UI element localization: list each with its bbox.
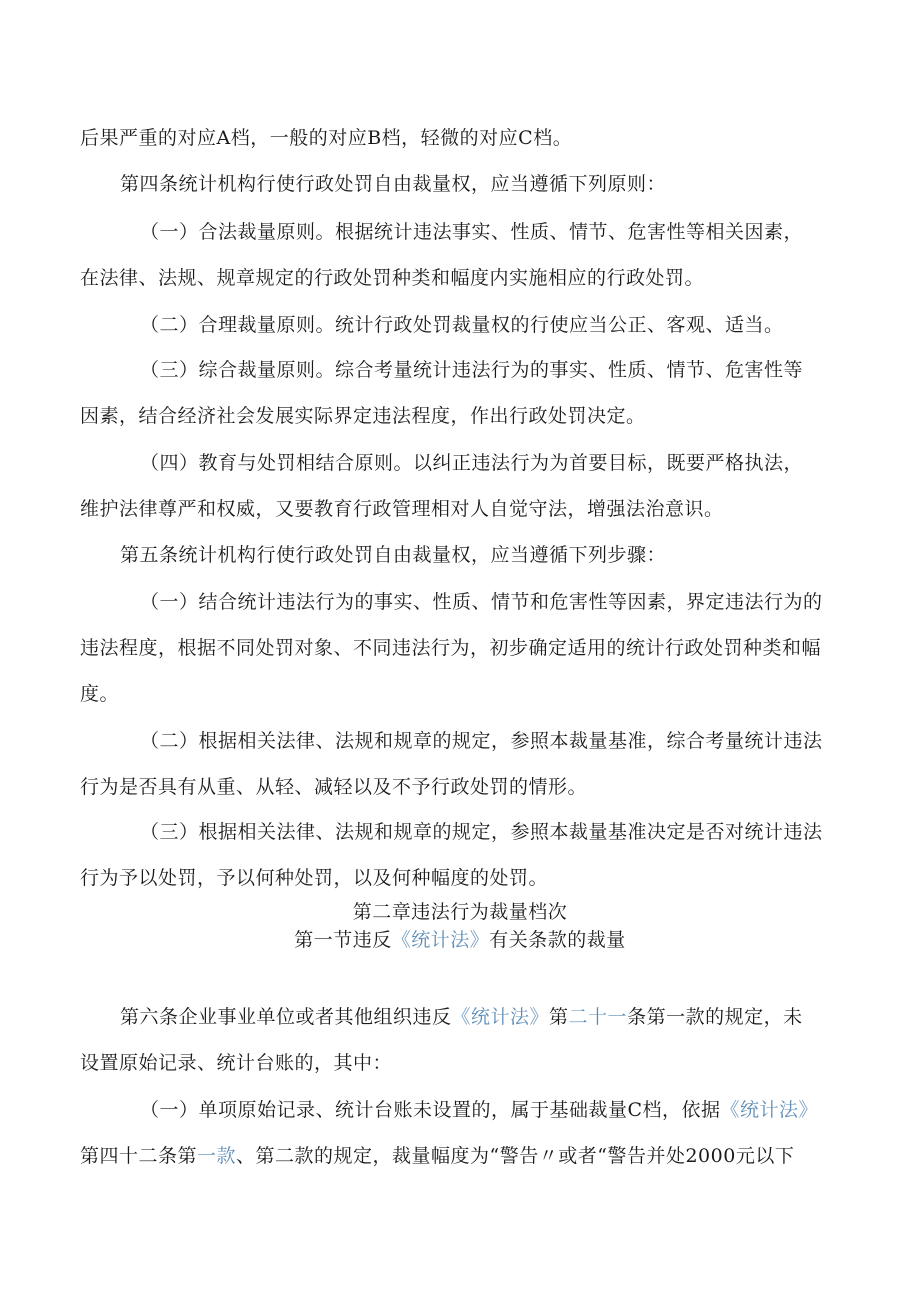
statistics-law-link[interactable]: 《统计法》 xyxy=(391,929,490,951)
text-line: 因素，结合经济社会发展实际界定违法程度，作出行政处罚决定。 xyxy=(80,405,646,427)
text-line: 度。 xyxy=(80,683,120,705)
text-line: 第五条统计机构行使行政处罚自由裁量权，应当遵循下列步骤： xyxy=(120,544,667,566)
chapter-heading: 第二章违法行为裁量档次 xyxy=(352,901,568,923)
section-heading-text: 第一节违反 xyxy=(294,929,392,951)
text-line: 违法程度，根据不同处罚对象、不同违法行为，初步确定适用的统计行政处罚种类和幅 xyxy=(80,637,822,659)
section-heading-text: 有关条款的裁量 xyxy=(489,929,626,951)
article-4-item-3 xyxy=(80,347,840,439)
text-line: 在法律、法规、规章规定的行政处罚种类和幅度内实施相应的行政处罚。 xyxy=(80,267,705,289)
article-4-item-4 xyxy=(80,440,840,532)
article-21-link[interactable]: 二十一 xyxy=(568,1006,628,1028)
article-6 xyxy=(80,994,840,1086)
article-4-item-1 xyxy=(80,209,840,301)
text-run: 第六条企业事业单位或者其他组织违反 xyxy=(120,1006,452,1028)
text-line xyxy=(80,994,840,1040)
text-line: （一）结合统计违法行为的事实、性质、情节和危害性等因素，界定违法行为的 xyxy=(140,591,823,613)
text-line xyxy=(80,1133,840,1179)
text-line: 行为予以处罚，予以何种处罚，以及何种幅度的处罚。 xyxy=(80,867,549,889)
article-5-item-1 xyxy=(80,579,840,717)
article-4 xyxy=(80,161,840,207)
text-run: 第四十二条第 xyxy=(80,1145,198,1167)
text-line: 第四条统计机构行使行政处罚自由裁量权，应当遵循下列原则： xyxy=(120,173,667,195)
text-line: 维护法律尊严和权威，又要教育行政管理相对人自觉守法，增强法治意识。 xyxy=(80,498,724,520)
text-line: （三）综合裁量原则。综合考量统计违法行为的事实、性质、情节、危害性等 xyxy=(140,359,804,381)
statistics-law-link[interactable]: 《统计法》 xyxy=(451,1006,550,1028)
text-line: （二）根据相关法律、法规和规章的规定，参照本裁量基准，综合考量统计违法 xyxy=(140,730,823,752)
article-5-item-3 xyxy=(80,809,840,901)
text-line: 行为是否具有从重、从轻、减轻以及不予行政处罚的情形。 xyxy=(80,776,588,798)
text-run: （一）单项原始记录、统计台账未设置的，属于基础裁量C档，依据 xyxy=(140,1099,721,1121)
text-line: （一）合法裁量原则。根据统计违法事实、性质、情节、危害性等相关因素， xyxy=(140,221,804,243)
text-run: 、第二款的规定，裁量幅度为“警告〃或者“警告并处2000元以下 xyxy=(236,1145,795,1167)
text-run: 条第一款的规定，未 xyxy=(627,1006,803,1028)
section-heading xyxy=(0,925,920,955)
article-6-item-1 xyxy=(80,1087,840,1179)
text-line xyxy=(80,1087,840,1133)
article-5 xyxy=(80,532,840,578)
text-run: 第 xyxy=(549,1006,569,1028)
article-4-item-2 xyxy=(80,302,840,348)
statistics-law-link[interactable]: 《统计法》 xyxy=(720,1099,819,1121)
text-line: （三）根据相关法律、法规和规章的规定，参照本裁量基准决定是否对统计违法 xyxy=(140,821,823,843)
clause-1-link[interactable]: 一款 xyxy=(197,1145,237,1167)
paragraph-continuation xyxy=(80,115,840,161)
text-line: 设置原始记录、统计台账的，其中： xyxy=(80,1052,393,1074)
text-line: （二）合理裁量原则。统计行政处罚裁量权的行使应当公正、客观、适当。 xyxy=(140,314,784,336)
text-line: （四）教育与处罚相结合原则。以纠正违法行为为首要目标，既要严格执法， xyxy=(140,452,804,474)
article-5-item-2 xyxy=(80,718,840,810)
text-line: 后果严重的对应A档，一般的对应B档，轻微的对应C档。 xyxy=(80,127,573,149)
